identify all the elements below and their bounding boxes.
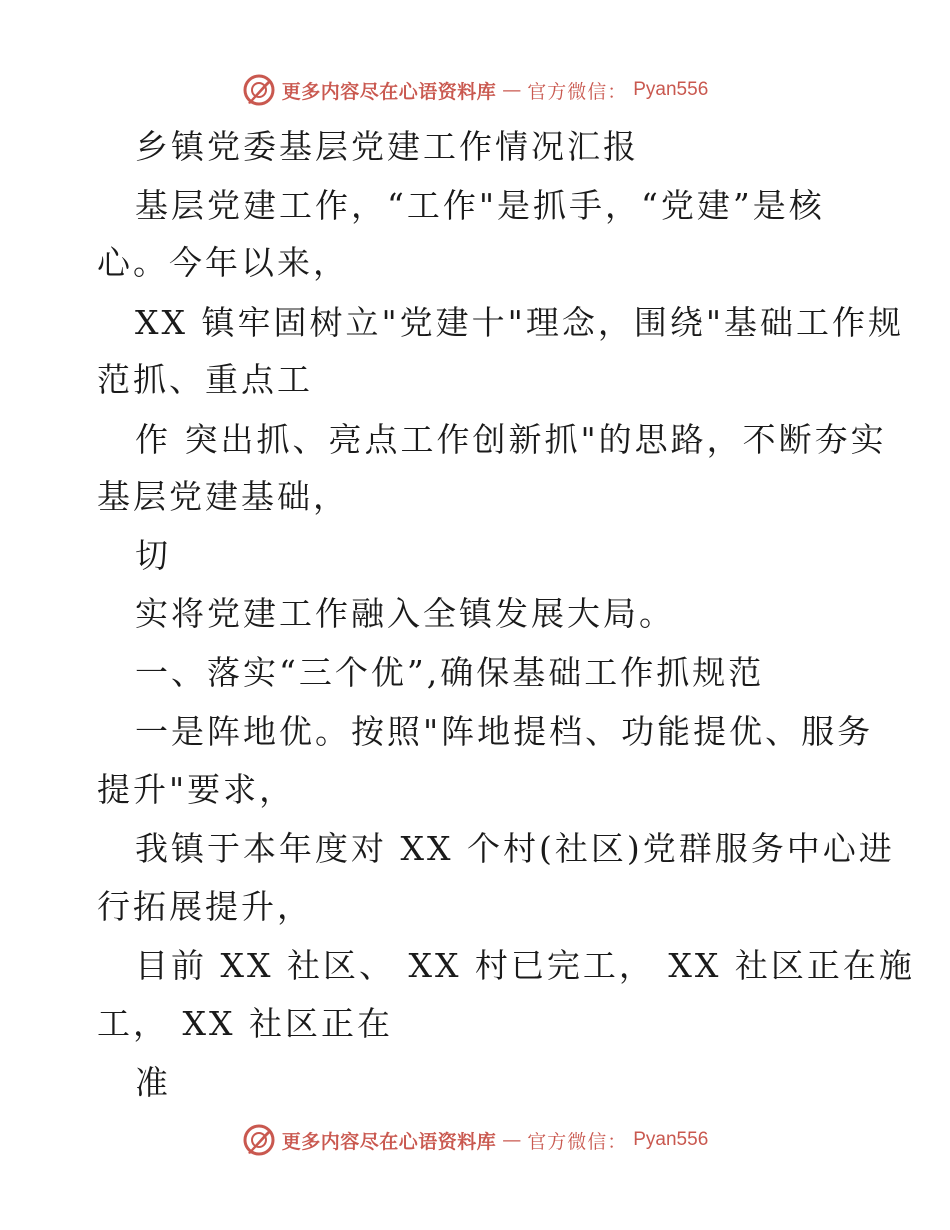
text-line: 切 [135, 536, 171, 575]
banner-text-primary: 更多内容尽在心语资料库 [281, 80, 497, 103]
text-line: 基层党建工作，“工作"是抓手，“党建”是核 [135, 186, 825, 225]
banner-text-wechat-label: 官方微信： [527, 80, 628, 103]
pen-logo-icon [242, 73, 276, 107]
text-line: 目前 XX 社区、 XX 村已完工， XX 社区正在施 [135, 946, 915, 985]
header-watermark-banner [0, 70, 950, 110]
banner-wechat-id: Pyan556 [633, 1129, 709, 1150]
text-line: 范抓、重点工 [97, 360, 313, 399]
pen-logo-icon [242, 1123, 276, 1157]
footer-watermark-banner [0, 1120, 950, 1160]
text-line: XX 镇牢固树立"党建十"理念，围绕"基础工作规 [135, 303, 905, 342]
text-line: 心。今年以来， [97, 243, 349, 282]
banner-text-wechat-label: 官方微信： [527, 1130, 628, 1153]
text-line: 行拓展提升， [97, 887, 313, 926]
text-line: 工， XX 社区正在 [97, 1004, 393, 1043]
text-line: 实将党建工作融入全镇发展大局。 [135, 594, 675, 633]
banner-text-primary: 更多内容尽在心语资料库 [281, 1130, 497, 1153]
text-line: 基层党建基础， [97, 477, 349, 516]
text-line: 一是阵地优。按照"阵地提档、功能提优、服务 [135, 712, 874, 751]
text-line: 提升"要求， [97, 770, 296, 809]
section-heading: 一、落实“三个优”,确保基础工作抓规范 [135, 653, 765, 692]
document-title: 乡镇党委基层党建工作情况汇报 [135, 127, 639, 166]
text-line: 我镇于本年度对 XX 个村(社区)党群服务中心进 [135, 829, 895, 868]
text-line: 作 突出抓、亮点工作创新抓"的思路，不断夯实 [135, 420, 887, 459]
banner-dash: — [502, 79, 522, 101]
banner-wechat-id: Pyan556 [633, 79, 709, 100]
text-line: 准 [135, 1063, 171, 1102]
banner-dash: — [502, 1129, 522, 1151]
